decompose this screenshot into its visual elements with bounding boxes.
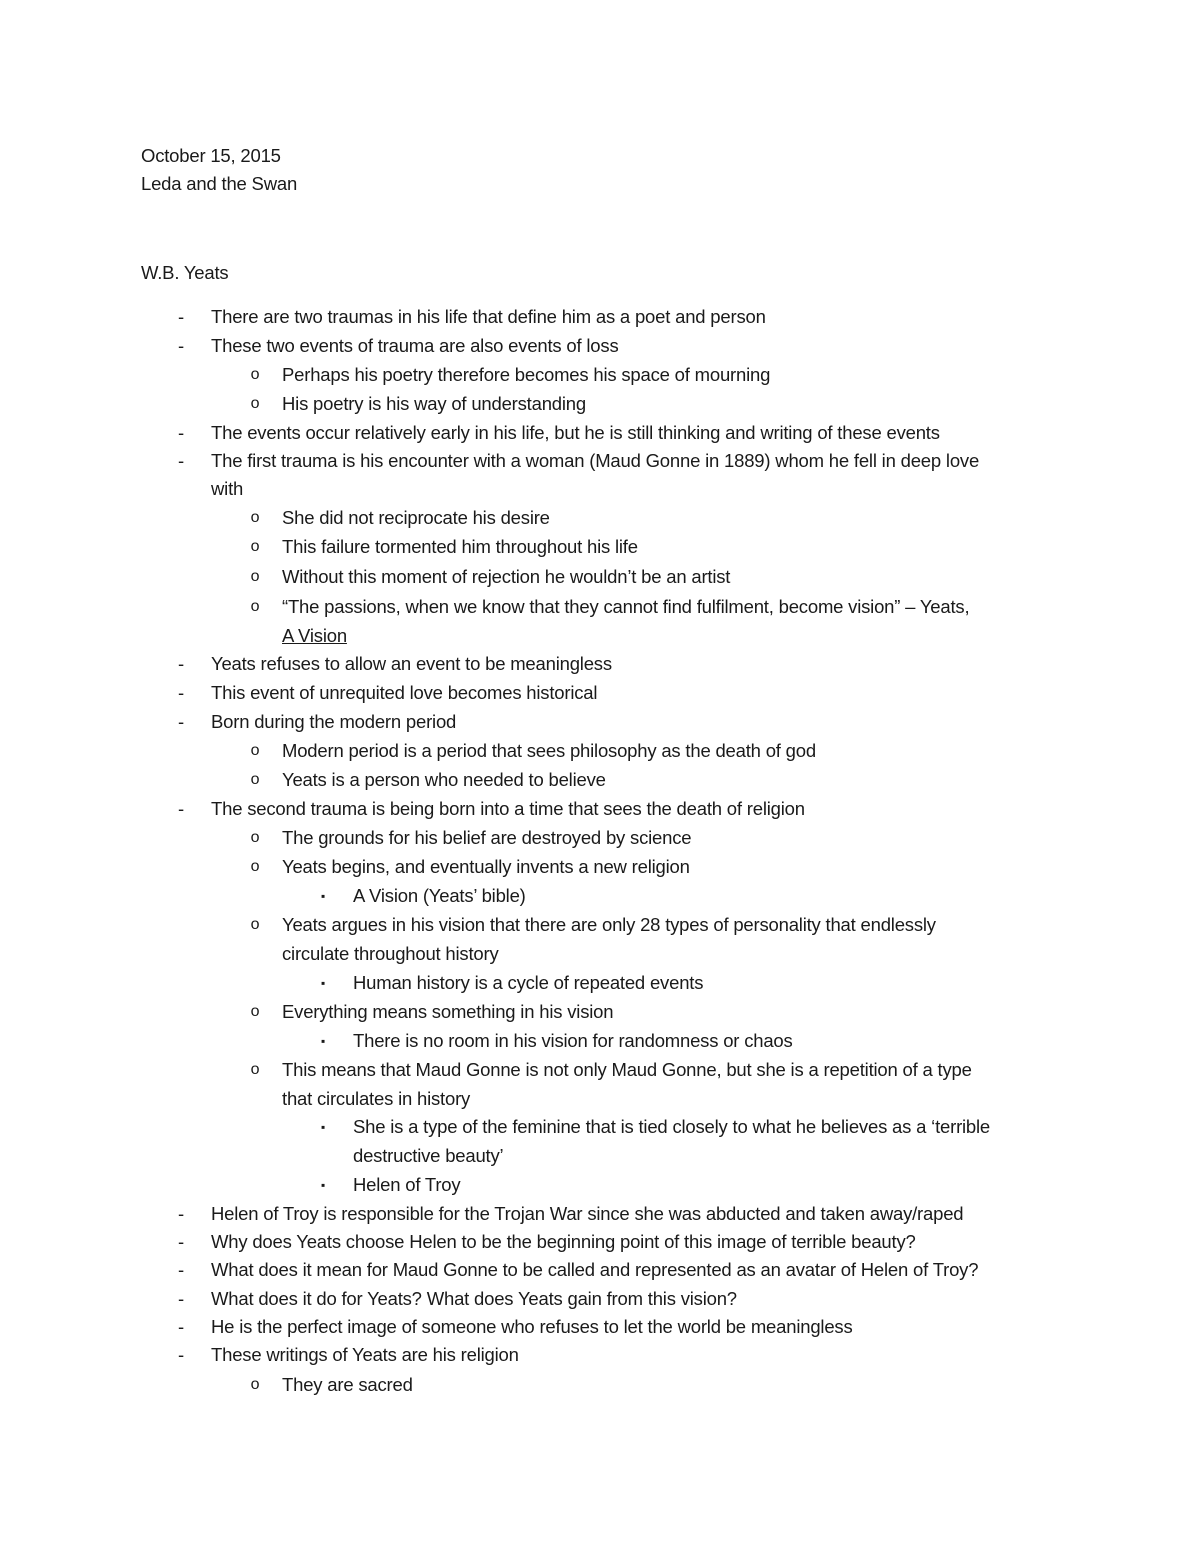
note-line: Without this moment of rejection he wouldn’t be an artist <box>282 566 731 587</box>
dash-bullet: - <box>178 1316 184 1337</box>
dash-bullet: - <box>178 798 184 819</box>
note-line: There are two traumas in his life that define him as a poet and person <box>211 306 766 327</box>
note-line: He is the perfect image of someone who refuses to let the world be meaningless <box>211 1316 853 1337</box>
note-line: The first trauma is his encounter with a woman (Maud Gonne in 1889) whom he fell in deep love <box>211 450 980 471</box>
circle-bullet: o <box>250 742 260 759</box>
note-line-continued: circulate throughout history <box>282 943 499 964</box>
circle-bullet: o <box>250 598 260 615</box>
dash-bullet: - <box>178 1259 184 1280</box>
document-date: October 15, 2015 <box>141 145 281 166</box>
dash-bullet: - <box>178 682 184 703</box>
note-line: The events occur relatively early in his life, but he is still thinking and writing of these events <box>211 422 940 443</box>
square-bullet: ▪ <box>320 976 326 990</box>
circle-bullet: o <box>250 1003 260 1020</box>
quote-line: “The passions, when we know that they cannot find fulfilment, become vision” – Yeats, <box>282 596 970 617</box>
circle-bullet: o <box>250 366 260 383</box>
square-bullet: ▪ <box>320 1034 326 1048</box>
note-line: This means that Maud Gonne is not only Maud Gonne, but she is a repetition of a type <box>282 1059 972 1080</box>
note-line: Yeats argues in his vision that there are only 28 types of personality that endlessly <box>282 914 936 935</box>
note-line: These two events of trauma are also events of loss <box>211 335 619 356</box>
circle-bullet: o <box>250 916 260 933</box>
dash-bullet: - <box>178 1344 184 1365</box>
note-line: Everything means something in his vision <box>282 1001 614 1022</box>
note-line: Helen of Troy <box>353 1174 461 1195</box>
note-line: These writings of Yeats are his religion <box>211 1344 519 1365</box>
note-line: Yeats begins, and eventually invents a new religion <box>282 856 690 877</box>
square-bullet: ▪ <box>320 1178 326 1192</box>
note-line: A Vision (Yeats’ bible) <box>353 885 526 906</box>
dash-bullet: - <box>178 711 184 732</box>
note-line: Human history is a cycle of repeated events <box>353 972 704 993</box>
circle-bullet: o <box>250 395 260 412</box>
square-bullet: ▪ <box>320 1120 326 1134</box>
note-line: Why does Yeats choose Helen to be the beginning point of this image of terrible beauty? <box>211 1231 916 1252</box>
note-line: This event of unrequited love becomes historical <box>211 682 598 703</box>
note-line: Yeats refuses to allow an event to be meaningless <box>211 653 612 674</box>
dash-bullet: - <box>178 306 184 327</box>
dash-bullet: - <box>178 335 184 356</box>
circle-bullet: o <box>250 1061 260 1078</box>
note-line: Perhaps his poetry therefore becomes his space of mourning <box>282 364 771 385</box>
note-line: She is a type of the feminine that is tied closely to what he believes as a ‘terrible <box>353 1116 991 1137</box>
circle-bullet: o <box>250 568 260 585</box>
note-line: Born during the modern period <box>211 711 457 732</box>
circle-bullet: o <box>250 509 260 526</box>
note-line: What does it do for Yeats? What does Yeats gain from this vision? <box>211 1288 737 1309</box>
note-line-continued: with <box>211 478 244 499</box>
dash-bullet: - <box>178 653 184 674</box>
document-title: Leda and the Swan <box>141 173 298 194</box>
note-line: Yeats is a person who needed to believe <box>282 769 606 790</box>
note-line: The second trauma is being born into a time that sees the death of religion <box>211 798 805 819</box>
dash-bullet: - <box>178 1231 184 1252</box>
section-heading: W.B. Yeats <box>141 262 229 283</box>
circle-bullet: o <box>250 771 260 788</box>
book-title-underlined: A Vision <box>282 625 347 646</box>
dash-bullet: - <box>178 1288 184 1309</box>
dash-bullet: - <box>178 1203 184 1224</box>
note-line-continued: that circulates in history <box>282 1088 471 1109</box>
note-line: Modern period is a period that sees philosophy as the death of god <box>282 740 816 761</box>
note-line: What does it mean for Maud Gonne to be called and represented as an avatar of Helen of Troy? <box>211 1259 979 1280</box>
circle-bullet: o <box>250 858 260 875</box>
note-line-continued: destructive beauty’ <box>353 1145 504 1166</box>
dash-bullet: - <box>178 422 184 443</box>
note-line: She did not reciprocate his desire <box>282 507 550 528</box>
circle-bullet: o <box>250 1376 260 1393</box>
note-line: This failure tormented him throughout his life <box>282 536 638 557</box>
note-line: Helen of Troy is responsible for the Trojan War since she was abducted and taken away/raped <box>211 1203 964 1224</box>
circle-bullet: o <box>250 829 260 846</box>
note-line: The grounds for his belief are destroyed by science <box>282 827 692 848</box>
dash-bullet: - <box>178 450 184 471</box>
note-line: They are sacred <box>282 1374 413 1395</box>
note-line: His poetry is his way of understanding <box>282 393 586 414</box>
note-line: There is no room in his vision for randomness or chaos <box>353 1030 793 1051</box>
circle-bullet: o <box>250 538 260 555</box>
square-bullet: ▪ <box>320 889 326 903</box>
